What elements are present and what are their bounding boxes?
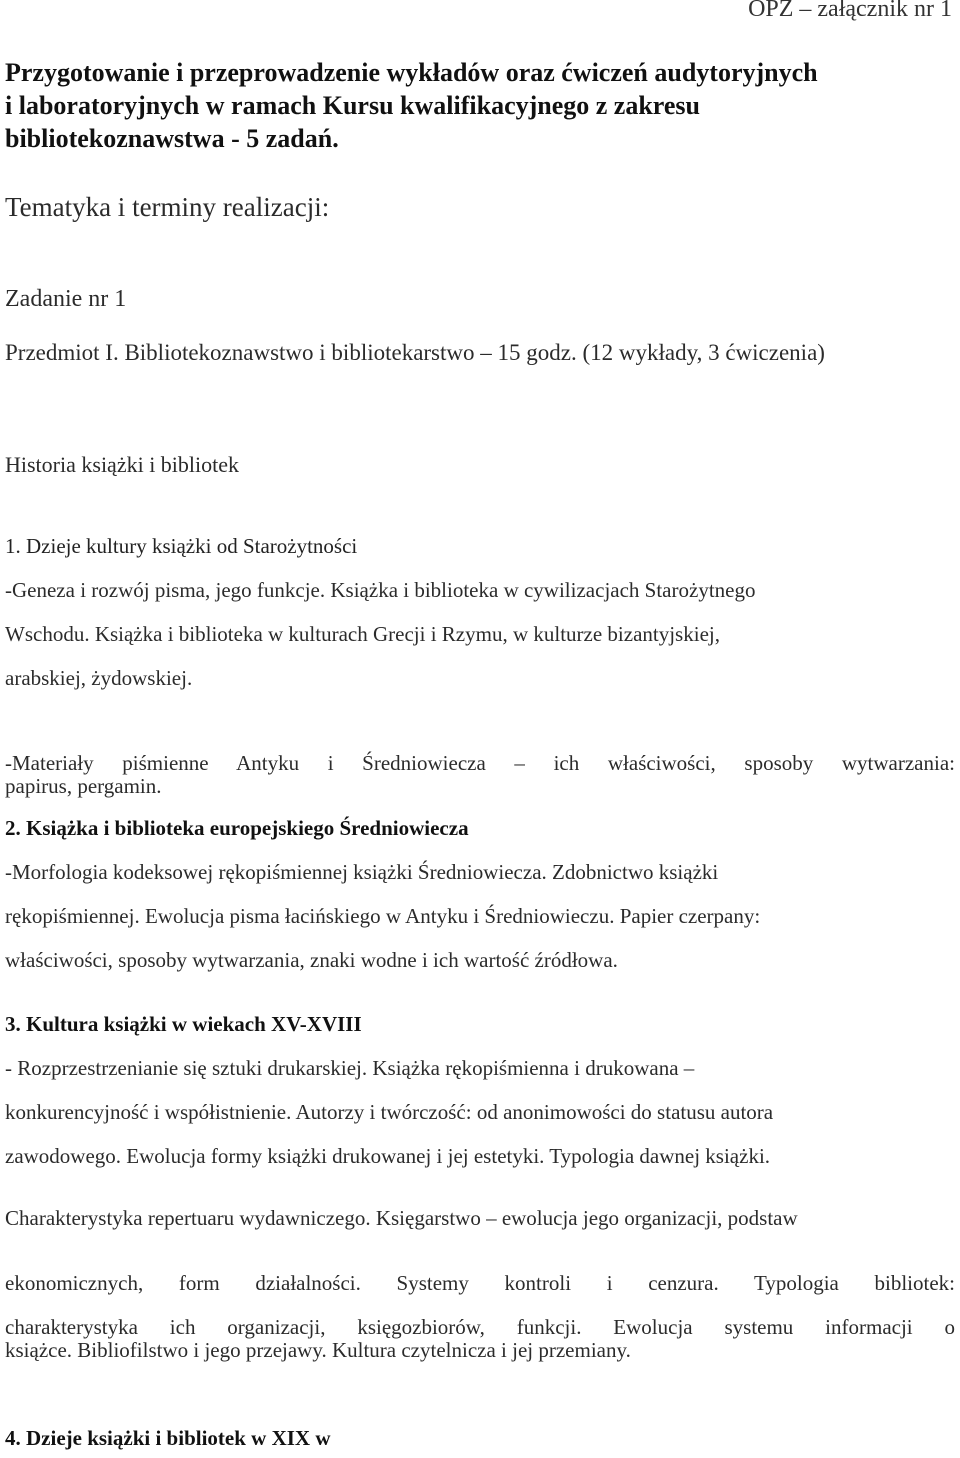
topic-3-line-1: - Rozprzestrzenianie się sztuki drukarskiej. Książka rękopiśmienna i drukowana –	[5, 1056, 695, 1080]
topic-2-line-3: właściwości, sposoby wytwarzania, znaki wodne i ich wartość źródłowa.	[5, 948, 618, 972]
topic-3-line-3: zawodowego. Ewolucja formy książki drukowanej i jej estetyki. Typologia dawnej książki.	[5, 1144, 771, 1168]
topic-heading: Historia książki i bibliotek	[5, 452, 240, 477]
topic-2-heading: 2. Książka i biblioteka europejskiego Średniowiecza	[5, 816, 469, 840]
topic-3-line-4: Charakterystyka repertuaru wydawniczego. Księgarstwo – ewolucja jego organizacji, podstaw	[5, 1206, 798, 1230]
topic-1-line-1: -Geneza i rozwój pisma, jego funkcje. Książka i biblioteka w cywilizacjach Starożytnego	[5, 578, 756, 602]
topic-2-line-2: rękopiśmiennej. Ewolucja pisma łacińskiego w Antyku i Średniowieczu. Papier czerpany:	[5, 904, 761, 928]
topic-1-line-5: papirus, pergamin.	[5, 774, 162, 798]
topic-4-heading: 4. Dzieje książki i bibliotek w XIX w	[5, 1426, 331, 1450]
task-label: Zadanie nr 1	[5, 286, 127, 312]
topic-1-line-2: Wschodu. Książka i biblioteka w kulturach Grecji i Rzymu, w kulturze bizantyjskiej,	[5, 622, 720, 646]
topic-1-line-3: arabskiej, żydowskiej.	[5, 666, 193, 690]
document-title-line-3: bibliotekoznawstwa - 5 zadań.	[5, 124, 339, 153]
topic-3-line-2: konkurencyjność i współistnienie. Autorzy i twórczość: od anonimowości do statusu autora	[5, 1100, 774, 1124]
document-title-line-2: i laboratoryjnych w ramach Kursu kwalifikacyjnego z zakresu	[5, 91, 700, 120]
topic-3-line-7: książce. Bibliofilstwo i jego przejawy. Kultura czytelnicza i jej przemiany.	[5, 1338, 631, 1362]
topic-1-line-4: -Materiały piśmienne Antyku i Średniowiecza – ich właściwości, sposoby wytwarzania:	[5, 751, 955, 775]
topic-1-heading: 1. Dzieje kultury książki od Starożytności	[5, 534, 358, 558]
topic-3-heading: 3. Kultura książki w wiekach XV-XVIII	[5, 1012, 362, 1036]
topic-3-line-5: ekonomicznych, form działalności. Systemy kontroli i cenzura. Typologia bibliotek:	[5, 1271, 955, 1295]
subject-line: Przedmiot I. Bibliotekoznawstwo i bibliotekarstwo – 15 godz. (12 wykłady, 3 ćwiczenia)	[5, 340, 825, 365]
topic-3-line-6: charakterystyka ich organizacji, księgozbiorów, funkcji. Ewolucja systemu informacji o	[5, 1315, 955, 1339]
topic-2-line-1: -Morfologia kodeksowej rękopiśmiennej książki Średniowiecza. Zdobnictwo książki	[5, 860, 719, 884]
attachment-label: OPZ – załącznik nr 1	[748, 0, 952, 22]
document-title-line-1: Przygotowanie i przeprowadzenie wykładów oraz ćwiczeń audytoryjnych	[5, 58, 818, 87]
section-heading: Tematyka i terminy realizacji:	[5, 192, 330, 222]
